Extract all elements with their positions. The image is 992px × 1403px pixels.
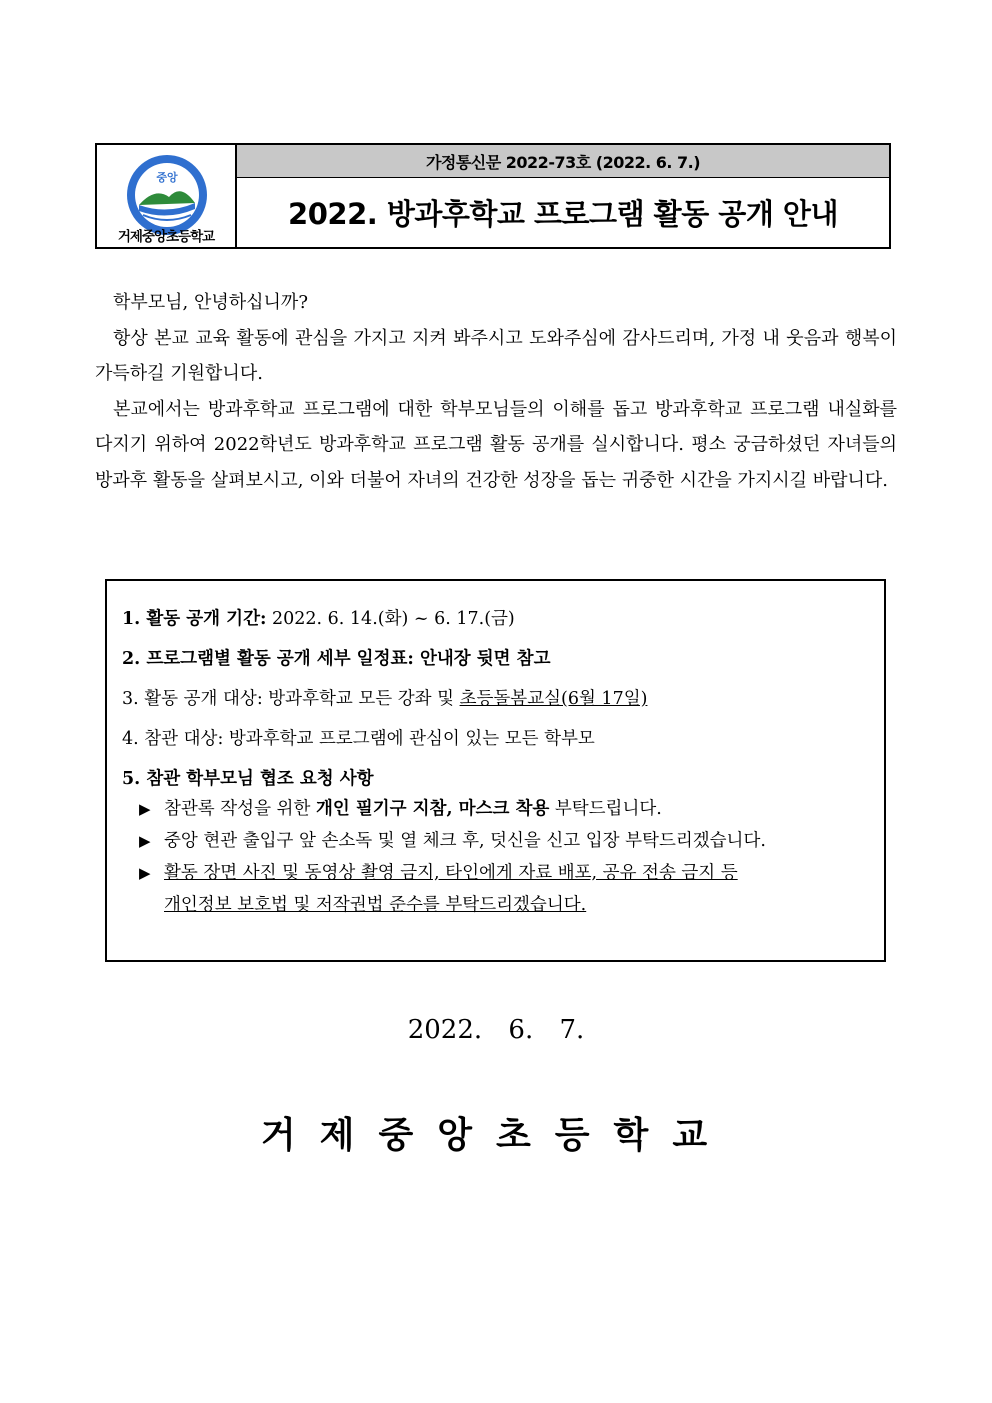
greeting: 학부모님, 안녕하십니까?	[113, 292, 308, 313]
item-period-label: 1. 활동 공개 기간:	[122, 609, 267, 629]
paragraph-1: 항상 본교 교육 활동에 관심을 가지고 지켜 봐주시고 도와주심에 감사드리며, 가정 내 웃음과 행복이 가득하길 기원합니다.	[95, 327, 897, 384]
arrow-icon: ▶	[139, 832, 151, 850]
info-box	[105, 579, 886, 962]
request-bullet-2	[122, 825, 884, 857]
logo-badge: 중앙	[156, 171, 178, 184]
bullet-3-line-1: 활동 장면 사진 및 동영상 촬영 금지, 타인에게 자료 배포, 공유 전송 금지 등	[164, 863, 738, 883]
request-bullet-1	[122, 793, 884, 825]
item-period	[122, 607, 884, 631]
bullet-1-text-bold: 개인 필기구 지참, 마스크 착용	[315, 799, 550, 819]
logo-school-name: 거제중앙초등학교	[117, 229, 215, 245]
arrow-icon: ▶	[139, 800, 151, 818]
item-target-underlined: 초등돌봄교실(6월 17일)	[459, 689, 648, 709]
item-target-text: 3. 활동 공개 대상: 방과후학교 모든 강좌 및	[122, 689, 460, 709]
item-period-value: 2022. 6. 14.(화) ~ 6. 17.(금)	[266, 609, 515, 629]
issue-number: 가정통신문 2022-73호 (2022. 6. 7.)	[237, 145, 889, 178]
logo-cell	[97, 145, 237, 247]
bullet-1-text-a: 참관록 작성을 위한	[164, 799, 316, 819]
bullet-1-text-c: 부탁드립니다.	[549, 799, 662, 819]
issue-date: 2022. 6. 7.	[407, 1015, 585, 1045]
item-requests: 5. 참관 학부모님 협조 요청 사항	[122, 769, 374, 789]
title-cell	[237, 145, 889, 247]
request-bullet-3	[122, 857, 884, 921]
arrow-icon: ▶	[139, 864, 151, 882]
item-schedule: 2. 프로그램별 활동 공개 세부 일정표: 안내장 뒷면 참고	[122, 649, 551, 669]
document-title: 2022. 방과후학교 프로그램 활동 공개 안내	[288, 197, 838, 231]
bullet-2-text: 중앙 현관 출입구 앞 손소독 및 열 체크 후, 덧신을 신고 입장 부탁드리겠습니다.	[164, 831, 766, 851]
body-text	[95, 285, 897, 498]
newsletter-header	[95, 143, 891, 249]
paragraph-2: 본교에서는 방과후학교 프로그램에 대한 학부모님들의 이해를 돕고 방과후학교 프로그램 내실화를 다지기 위하여 2022학년도 방과후학교 프로그램 활동 공개를 실시합니다. 평소 궁금하셨던 자녀들의 방과후 활동을 살펴보시고, 이와 더불어 자녀의 건강한 성장을 돕는 귀중한 시간을 가지시길 바랍니다.	[95, 398, 897, 491]
school-name: 거제중앙초등학교	[260, 1114, 732, 1156]
bullet-3-line-2: 개인정보 보호법 및 저작권법 준수를 부탁드리겠습니다.	[164, 895, 587, 915]
item-target	[122, 687, 884, 711]
item-audience: 4. 참관 대상: 방과후학교 프로그램에 관심이 있는 모든 학부모	[122, 729, 595, 749]
